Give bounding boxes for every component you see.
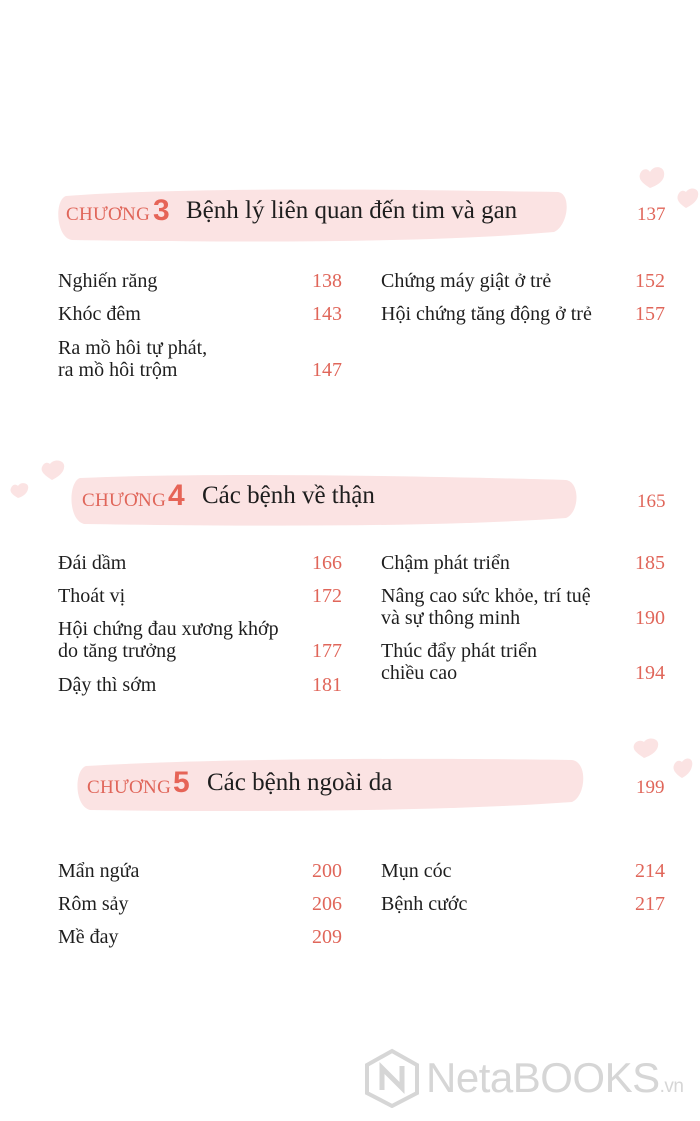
entry-title: Mề đay — [58, 926, 119, 948]
chapter-5-page[interactable]: 199 — [636, 777, 665, 798]
toc-entry[interactable] — [58, 552, 342, 574]
entry-title: Nghiến răng — [58, 270, 158, 292]
watermark-suffix: .vn — [659, 1076, 684, 1097]
netabooks-watermark — [364, 1046, 694, 1110]
entry-page: 209 — [312, 926, 342, 948]
entry-title: Đái dầm — [58, 552, 127, 574]
entry-title-line: do tăng trưởng — [58, 640, 177, 662]
entry-title: Mụn cóc — [381, 860, 452, 882]
netabooks-logo-icon — [364, 1048, 420, 1108]
entry-title-line: ra mồ hôi trộm — [58, 359, 178, 381]
entry-title-line: chiều cao — [381, 662, 458, 684]
entry-page: 214 — [635, 860, 665, 882]
entry-page: 157 — [635, 303, 665, 325]
toc-entry[interactable] — [58, 337, 342, 381]
toc-entry[interactable] — [58, 618, 342, 662]
entry-page: 181 — [312, 674, 342, 696]
heart-decoration-icon — [8, 456, 68, 506]
toc-entry[interactable] — [58, 303, 342, 325]
watermark-text — [426, 1054, 683, 1102]
toc-entry[interactable] — [381, 303, 665, 325]
toc-entry[interactable] — [381, 640, 665, 684]
toc-entry[interactable] — [58, 585, 342, 607]
entry-title: Rôm sảy — [58, 893, 129, 915]
toc-entry[interactable] — [381, 585, 665, 629]
chapter-3-number: 3 — [153, 194, 170, 227]
chapter-4-label: CHƯƠNG — [82, 490, 167, 511]
entry-title: Mẩn ngứa — [58, 860, 140, 882]
entry-title-line: Thúc đẩy phát triển — [381, 640, 538, 662]
entry-title-line: Hội chứng đau xương khớp — [58, 618, 279, 640]
toc-entry[interactable] — [381, 552, 665, 574]
chapter-4-page[interactable]: 165 — [637, 491, 666, 512]
chapter-4-number: 4 — [168, 479, 185, 512]
toc-entry[interactable] — [58, 860, 342, 882]
chapter-4-title[interactable]: Các bệnh về thận — [202, 482, 375, 509]
entry-page: 138 — [312, 270, 342, 292]
entry-page: 152 — [635, 270, 665, 292]
entry-page: 143 — [312, 303, 342, 325]
chapter-3-title[interactable]: Bệnh lý liên quan đến tim và gan — [186, 197, 518, 224]
entry-title: Dậy thì sớm — [58, 674, 157, 696]
toc-entry[interactable] — [381, 270, 665, 292]
entry-title: Chậm phát triển — [381, 552, 510, 574]
entry-page: 206 — [312, 893, 342, 915]
toc-entry[interactable] — [58, 270, 342, 292]
toc-entry[interactable] — [381, 860, 665, 882]
entry-page: 200 — [312, 860, 342, 882]
entry-title-line: Nâng cao sức khỏe, trí tuệ — [381, 585, 591, 607]
entry-title: Chứng máy giật ở trẻ — [381, 270, 552, 292]
entry-title: Thoát vị — [58, 585, 126, 607]
entry-page: 217 — [635, 893, 665, 915]
entry-title-line: và sự thông minh — [381, 607, 521, 629]
chapter-5-title[interactable]: Các bệnh ngoài da — [207, 769, 393, 796]
chapter-5-number: 5 — [173, 766, 190, 799]
chapter-3-page[interactable]: 137 — [637, 204, 666, 225]
toc-entry[interactable] — [58, 674, 342, 696]
chapter-5-label: CHƯƠNG — [87, 777, 172, 798]
chapter-3-label: CHƯƠNG — [66, 204, 151, 225]
entry-title: Hội chứng tăng động ở trẻ — [381, 303, 592, 325]
entry-title: Khóc đêm — [58, 303, 141, 325]
entry-page: 172 — [312, 585, 342, 607]
entry-page: 177 — [312, 640, 342, 662]
toc-entry[interactable] — [381, 893, 665, 915]
watermark-brand: NetaBOOKS — [426, 1054, 660, 1101]
toc-entry[interactable] — [58, 893, 342, 915]
entry-page: 147 — [312, 359, 342, 381]
entry-title: Bệnh cước — [381, 893, 468, 915]
entry-page: 166 — [312, 552, 342, 574]
entry-page: 194 — [635, 662, 665, 684]
entry-page: 190 — [635, 607, 665, 629]
entry-title-line: Ra mồ hôi tự phát, — [58, 337, 208, 359]
entry-page: 185 — [635, 552, 665, 574]
toc-entry[interactable] — [58, 926, 342, 948]
